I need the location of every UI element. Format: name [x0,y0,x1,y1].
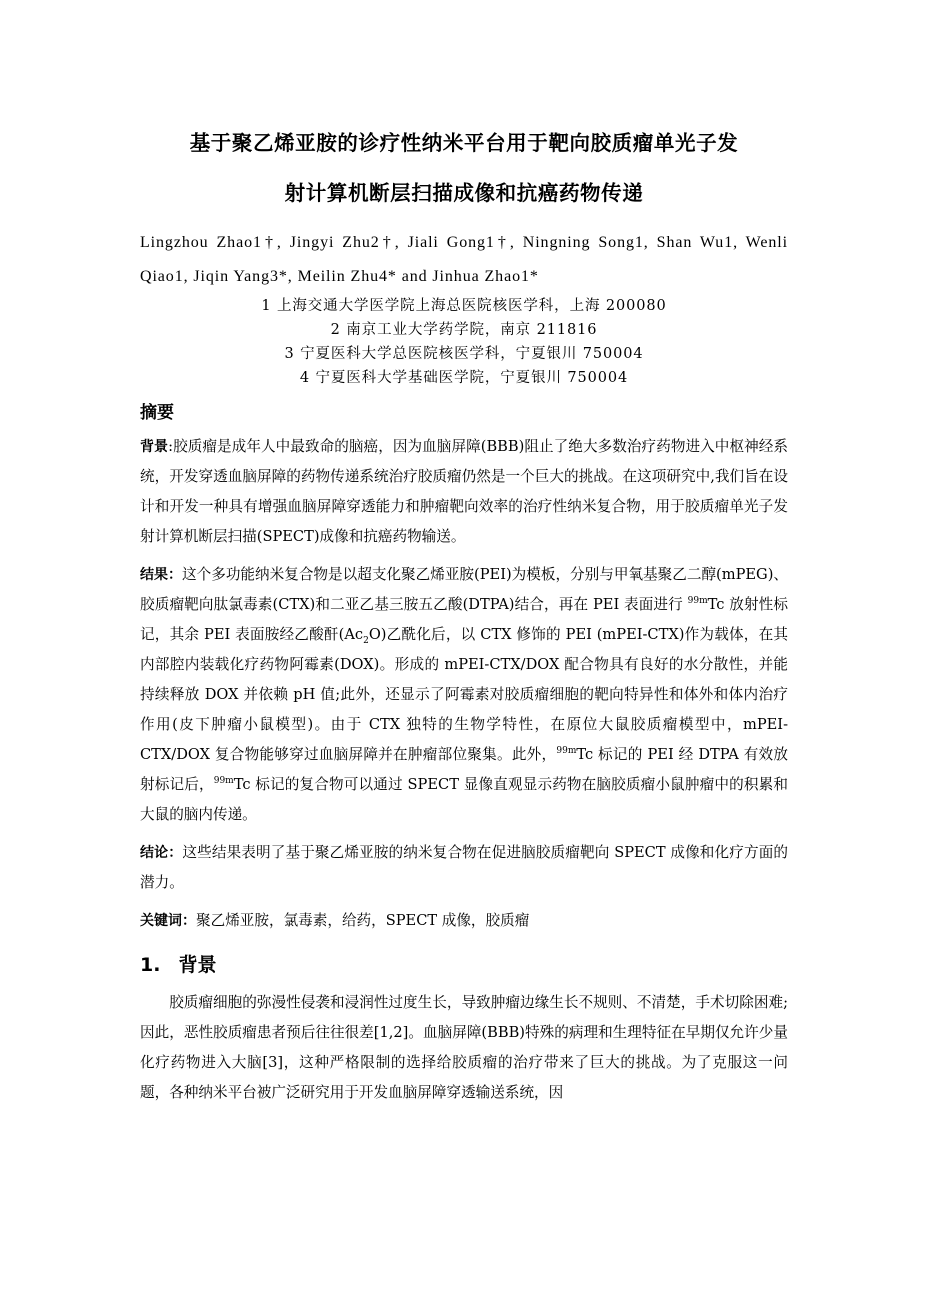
results-sup-2: 99m [556,746,577,757]
affiliation-1: 1 上海交通大学医学院上海总医院核医学科，上海 200080 [261,298,667,314]
background-separator: : [168,438,174,455]
results-sub-1: 2 [363,635,369,646]
results-text-4: Tc 标记的 PEI 经 DTPA 有效放射标记后， [140,746,788,793]
section-1-paragraph: 胶质瘤细胞的弥漫性侵袭和浸润性过度生长，导致肿瘤边缘生长不规则、不清楚，手术切除困难;因此，恶性胶质瘤患者预后往往很差[1,2]。血脑屏障(BBB)特殊的病理和生理特征在早期仅允许少量化疗药物进入大脑[3]，这种严格限制的选择给胶质瘤的治疗带来了巨大的挑战。为了克服这一问题，各种纳米平台被广泛研究用于开发血脑屏障穿透输送系统，因 [140,994,788,1101]
keywords-text: 聚乙烯亚胺，氯毒素，给药，SPECT 成像，胶质瘤 [196,912,530,929]
section-1-heading [140,948,788,982]
abstract-results [140,560,788,830]
results-text-2: Tc 放射性标记，其余 PEI 表面胺经乙酸酐(Ac [140,596,788,643]
affiliation-list [140,294,788,390]
section-1-title: 背景 [178,954,217,976]
results-text-1: 这个多功能纳米复合物是以超支化聚乙烯亚胺(PEI)为模板，分别与甲氧基聚乙二醇(mPEG)、胶质瘤靶向肽氯毒素(CTX)和二亚乙基三胺五乙酸(DTPA)结合，再在 PEI 表面进行 [140,566,789,613]
conclusion-label: 结论： [140,845,183,861]
affiliation-4: 4 宁夏医科大学基础医学院，宁夏银川 750004 [299,370,629,386]
title-line-1: 基于聚乙烯亚胺的诊疗性纳米平台用于靶向胶质瘤单光子发 [189,131,739,155]
abstract-conclusion [140,838,788,898]
title-line-2: 射计算机断层扫描成像和抗癌药物传递 [284,181,644,205]
affiliation-3: 3 宁夏医科大学总医院核医学科，宁夏银川 750004 [284,346,644,362]
background-label: 背景 [140,439,169,455]
results-text-3: O)乙酰化后，以 CTX 修饰的 PEI (mPEI-CTX)作为载体，在其内部腔内装载化疗药物阿霉素(DOX)。形成的 mPEI-CTX/DOX 配合物具有良好的水分散性，并能持续释放 DOX 并依赖 pH 值;此外，还显示了阿霉素对胶质瘤细胞的靶向特异性和体外和体内治疗作用(皮下肿瘤小鼠模型)。由于 CTX 独特的生物学特性，在原位大鼠胶质瘤模型中，mPEI-CTX/DOX 复合物能够穿过血脑屏障并在肿瘤部位聚集。此外， [140,626,788,763]
keywords [140,906,788,936]
results-sup-3: 99m [213,776,234,787]
paper-title [140,118,788,218]
abstract-heading: 摘要 [140,403,174,423]
abstract-background [140,432,788,552]
author-list: Lingzhou Zhao1†, Jingyi Zhu2†, Jiali Gong1†, Ningning Song1, Shan Wu1, Wenli Qiao1, Jiqin Yang3*, Meilin Zhu4* and Jinhua Zhao1* [140,234,788,285]
results-label: 结果： [140,567,183,583]
background-text: 胶质瘤是成年人中最致命的脑癌，因为血脑屏障(BBB)阻止了绝大多数治疗药物进入中枢神经系统，开发穿透血脑屏障的药物传递系统治疗胶质瘤仍然是一个巨大的挑战。在这项研究中,我们旨在设计和开发一种具有增强血脑屏障穿透能力和肿瘤靶向效率的治疗性纳米复合物，用于胶质瘤单光子发射计算机断层扫描(SPECT)成像和抗癌药物输送。 [140,438,788,545]
conclusion-text: 这些结果表明了基于聚乙烯亚胺的纳米复合物在促进脑胶质瘤靶向 SPECT 成像和化疗方面的潜力。 [140,844,789,891]
abstract [140,432,788,936]
affiliation-2: 2 南京工业大学药学院，南京 211816 [330,322,598,338]
results-sup-1: 99m [687,596,708,607]
paper-page [140,118,788,1108]
section-1-number: 1. [140,954,161,976]
results-text-5: Tc 标记的复合物可以通过 SPECT 显像直观显示药物在脑胶质瘤小鼠肿瘤中的积累和大鼠的脑内传递。 [140,776,788,823]
keywords-label: 关键词： [140,913,196,929]
